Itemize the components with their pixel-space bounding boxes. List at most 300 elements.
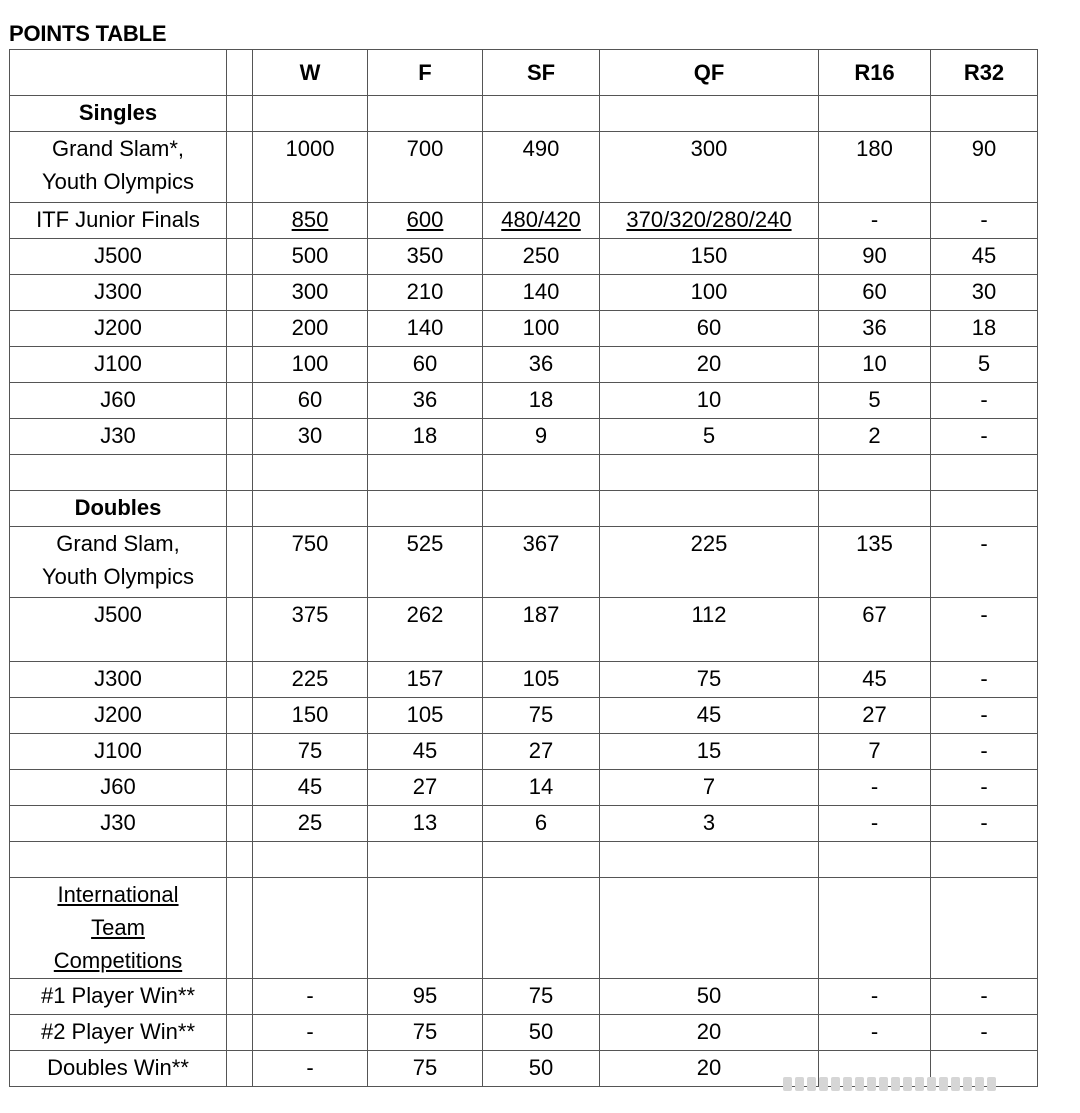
value-cell xyxy=(600,598,819,662)
empty-cell xyxy=(368,491,483,527)
value-cell xyxy=(368,275,483,311)
value-text: 60 xyxy=(412,351,438,376)
empty-cell xyxy=(368,878,483,979)
value-text: 5 xyxy=(702,423,716,448)
value-cell xyxy=(368,770,483,806)
row-label xyxy=(10,239,227,275)
value-text: 25 xyxy=(297,810,323,835)
table-row xyxy=(10,383,1038,419)
value-text: 370/320/280/240 xyxy=(626,207,792,232)
value-text: 36 xyxy=(412,387,438,412)
value-text: 50 xyxy=(528,1055,554,1080)
value-text: 105 xyxy=(406,702,444,727)
empty-cell xyxy=(931,96,1038,132)
empty-cell xyxy=(253,491,368,527)
value-cell xyxy=(368,383,483,419)
row-label-line: J300 xyxy=(94,666,142,691)
value-text: - xyxy=(980,810,988,835)
empty-cell xyxy=(227,96,253,132)
row-label-line: Competitions xyxy=(53,948,183,973)
table-row xyxy=(10,662,1038,698)
value-cell xyxy=(931,275,1038,311)
spacer-cell xyxy=(227,598,253,662)
empty-cell xyxy=(227,842,253,878)
table-row xyxy=(10,203,1038,239)
spacer-cell xyxy=(227,698,253,734)
row-label xyxy=(10,132,227,203)
value-cell xyxy=(819,770,931,806)
value-text: - xyxy=(980,1019,988,1044)
column-header: QF xyxy=(600,50,819,96)
row-label-line: Youth Olympics xyxy=(41,169,195,194)
value-text: 210 xyxy=(406,279,444,304)
value-cell xyxy=(483,662,600,698)
blank-row xyxy=(10,842,1038,878)
empty-cell xyxy=(931,842,1038,878)
column-header: R16 xyxy=(819,50,931,96)
value-text: 60 xyxy=(696,315,722,340)
value-cell xyxy=(253,347,368,383)
value-text: 90 xyxy=(862,243,887,268)
value-text: 525 xyxy=(406,531,444,556)
value-cell xyxy=(253,1015,368,1051)
value-text: 75 xyxy=(528,983,554,1008)
value-cell xyxy=(253,806,368,842)
value-cell xyxy=(600,806,819,842)
column-header: R32 xyxy=(931,50,1038,96)
row-label-line: J200 xyxy=(94,702,142,727)
value-text: - xyxy=(980,387,988,412)
empty-cell xyxy=(483,491,600,527)
column-header: SF xyxy=(483,50,600,96)
value-text: 105 xyxy=(522,666,560,691)
row-label xyxy=(10,419,227,455)
value-text: 187 xyxy=(522,602,560,627)
value-text: 367 xyxy=(522,531,560,556)
row-label xyxy=(10,979,227,1015)
value-cell xyxy=(253,239,368,275)
value-text: 250 xyxy=(522,243,560,268)
empty-cell xyxy=(10,455,227,491)
value-text: 20 xyxy=(696,351,722,376)
value-text: - xyxy=(306,1019,314,1044)
value-cell xyxy=(931,311,1038,347)
value-text: 27 xyxy=(862,702,887,727)
empty-cell xyxy=(600,842,819,878)
row-label-line: Grand Slam*, xyxy=(51,136,185,161)
row-label-line: #2 Player Win** xyxy=(40,1019,196,1044)
value-cell xyxy=(600,275,819,311)
value-cell xyxy=(253,203,368,239)
value-text: 14 xyxy=(528,774,554,799)
empty-cell xyxy=(253,96,368,132)
value-cell xyxy=(931,1015,1038,1051)
value-cell xyxy=(819,734,931,770)
value-cell xyxy=(253,132,368,203)
table-row xyxy=(10,806,1038,842)
row-label-line: Grand Slam, xyxy=(56,531,180,556)
value-text: 200 xyxy=(291,315,329,340)
empty-cell xyxy=(227,491,253,527)
section-row-doubles xyxy=(10,491,1038,527)
value-cell xyxy=(819,662,931,698)
value-cell xyxy=(600,311,819,347)
watermark xyxy=(783,1073,1073,1095)
value-text: 140 xyxy=(406,315,444,340)
value-cell xyxy=(819,598,931,662)
value-text: - xyxy=(870,207,879,232)
spacer-cell xyxy=(227,770,253,806)
value-cell xyxy=(819,698,931,734)
value-text: - xyxy=(980,983,988,1008)
empty-cell xyxy=(227,878,253,979)
value-text: 300 xyxy=(291,279,329,304)
empty-cell xyxy=(483,96,600,132)
value-cell xyxy=(368,347,483,383)
value-text: 18 xyxy=(528,387,554,412)
value-text: 30 xyxy=(297,423,323,448)
row-label-line: J300 xyxy=(94,279,142,304)
value-cell xyxy=(819,527,931,598)
spacer-cell xyxy=(227,383,253,419)
table-row xyxy=(10,132,1038,203)
value-text: 27 xyxy=(412,774,438,799)
value-cell xyxy=(368,311,483,347)
value-text: 500 xyxy=(291,243,329,268)
value-cell xyxy=(600,698,819,734)
row-label-line: J200 xyxy=(94,315,142,340)
value-cell xyxy=(931,383,1038,419)
value-text: 157 xyxy=(406,666,444,691)
empty-cell xyxy=(600,491,819,527)
row-label xyxy=(10,698,227,734)
spacer-cell xyxy=(227,419,253,455)
table-row xyxy=(10,527,1038,598)
value-cell xyxy=(600,347,819,383)
table-row xyxy=(10,979,1038,1015)
table-row xyxy=(10,734,1038,770)
value-text: - xyxy=(980,702,988,727)
value-cell xyxy=(931,203,1038,239)
value-text: 100 xyxy=(291,351,329,376)
row-label xyxy=(10,347,227,383)
row-label-line: International xyxy=(57,882,179,907)
value-text: 20 xyxy=(696,1055,722,1080)
value-text: 95 xyxy=(412,983,438,1008)
section-row-team xyxy=(10,878,1038,979)
value-cell xyxy=(600,203,819,239)
value-cell xyxy=(931,239,1038,275)
row-label xyxy=(10,203,227,239)
value-text: 50 xyxy=(696,983,722,1008)
section-row-singles xyxy=(10,96,1038,132)
row-label-line: J30 xyxy=(100,423,136,448)
value-text: 5 xyxy=(977,351,991,376)
empty-cell xyxy=(819,491,931,527)
table-row xyxy=(10,311,1038,347)
value-text: 150 xyxy=(690,243,728,268)
empty-cell xyxy=(600,455,819,491)
value-cell xyxy=(819,979,931,1015)
value-cell xyxy=(931,770,1038,806)
value-cell xyxy=(253,311,368,347)
table-header-row xyxy=(10,50,1038,96)
value-cell xyxy=(253,734,368,770)
empty-cell xyxy=(819,96,931,132)
value-text: - xyxy=(980,774,988,799)
empty-cell xyxy=(483,878,600,979)
value-cell xyxy=(483,527,600,598)
section-heading: Doubles xyxy=(10,491,227,527)
value-text: 300 xyxy=(690,136,728,161)
value-cell xyxy=(253,1051,368,1087)
table-row xyxy=(10,239,1038,275)
value-cell xyxy=(483,770,600,806)
empty-cell xyxy=(931,455,1038,491)
value-cell xyxy=(253,698,368,734)
value-text: 67 xyxy=(862,602,887,627)
value-cell xyxy=(253,527,368,598)
empty-cell xyxy=(368,842,483,878)
value-cell xyxy=(253,662,368,698)
empty-cell xyxy=(227,455,253,491)
value-text: - xyxy=(980,666,988,691)
row-label-line: J500 xyxy=(94,243,142,268)
value-text: 36 xyxy=(862,315,887,340)
value-cell xyxy=(253,598,368,662)
spacer-cell xyxy=(227,347,253,383)
value-text: 2 xyxy=(868,423,881,448)
value-text: - xyxy=(980,531,988,556)
table-row xyxy=(10,1015,1038,1051)
value-text: 75 xyxy=(297,738,323,763)
value-cell xyxy=(253,419,368,455)
value-cell xyxy=(819,132,931,203)
value-cell xyxy=(368,239,483,275)
value-text: 45 xyxy=(971,243,997,268)
spacer-cell xyxy=(227,527,253,598)
row-label-line: #1 Player Win** xyxy=(40,983,196,1008)
value-cell xyxy=(931,598,1038,662)
row-label-line: ITF Junior Finals xyxy=(36,207,200,232)
row-label-line: Youth Olympics xyxy=(41,564,195,589)
value-cell xyxy=(483,698,600,734)
value-cell xyxy=(819,1015,931,1051)
value-text: 50 xyxy=(528,1019,554,1044)
value-text: - xyxy=(306,1055,314,1080)
value-cell xyxy=(368,979,483,1015)
value-text: 27 xyxy=(528,738,554,763)
value-text: 15 xyxy=(696,738,722,763)
column-header: F xyxy=(368,50,483,96)
row-label-line: J30 xyxy=(100,810,136,835)
value-cell xyxy=(253,383,368,419)
value-text: 350 xyxy=(406,243,444,268)
value-text: 20 xyxy=(696,1019,722,1044)
empty-cell xyxy=(819,455,931,491)
value-cell xyxy=(483,203,600,239)
value-cell xyxy=(368,132,483,203)
row-label xyxy=(10,662,227,698)
value-cell xyxy=(819,383,931,419)
blank-row xyxy=(10,455,1038,491)
spacer-cell xyxy=(227,132,253,203)
value-text: 75 xyxy=(412,1019,438,1044)
value-cell xyxy=(600,132,819,203)
value-cell xyxy=(368,598,483,662)
value-cell xyxy=(819,239,931,275)
table-row xyxy=(10,598,1038,662)
row-label-line: J500 xyxy=(94,602,142,627)
value-cell xyxy=(368,527,483,598)
spacer-cell xyxy=(227,239,253,275)
value-text: 100 xyxy=(522,315,560,340)
value-cell xyxy=(819,311,931,347)
empty-cell xyxy=(227,50,253,96)
value-text: 180 xyxy=(856,136,893,161)
row-label xyxy=(10,878,227,979)
value-text: 375 xyxy=(291,602,329,627)
value-text: 90 xyxy=(971,136,997,161)
value-cell xyxy=(368,1051,483,1087)
value-text: 5 xyxy=(868,387,881,412)
empty-cell xyxy=(253,842,368,878)
row-label-line: J100 xyxy=(94,351,142,376)
spacer-cell xyxy=(227,311,253,347)
value-cell xyxy=(253,275,368,311)
value-cell xyxy=(931,662,1038,698)
value-cell xyxy=(931,698,1038,734)
value-text: - xyxy=(980,738,988,763)
value-text: 18 xyxy=(412,423,438,448)
value-cell xyxy=(368,203,483,239)
column-header: W xyxy=(253,50,368,96)
value-text: 150 xyxy=(291,702,329,727)
value-cell xyxy=(253,770,368,806)
value-cell xyxy=(819,275,931,311)
value-cell xyxy=(483,806,600,842)
row-label-line: J100 xyxy=(94,738,142,763)
spacer-cell xyxy=(227,1015,253,1051)
value-cell xyxy=(483,598,600,662)
value-cell xyxy=(368,1015,483,1051)
value-text: - xyxy=(980,602,988,627)
empty-cell xyxy=(483,455,600,491)
value-cell xyxy=(819,419,931,455)
table-row xyxy=(10,419,1038,455)
empty-cell xyxy=(819,878,931,979)
row-label xyxy=(10,806,227,842)
row-label xyxy=(10,770,227,806)
points-table xyxy=(9,49,1038,1087)
spacer-cell xyxy=(227,979,253,1015)
value-cell xyxy=(819,347,931,383)
empty-cell xyxy=(600,96,819,132)
empty-cell xyxy=(600,878,819,979)
value-text: - xyxy=(870,1019,879,1044)
value-cell xyxy=(600,383,819,419)
empty-cell xyxy=(819,842,931,878)
spacer-cell xyxy=(227,806,253,842)
value-cell xyxy=(368,698,483,734)
value-cell xyxy=(368,662,483,698)
value-cell xyxy=(483,1015,600,1051)
value-text: 225 xyxy=(690,531,728,556)
empty-cell xyxy=(368,96,483,132)
value-text: 3 xyxy=(702,810,716,835)
empty-cell xyxy=(931,491,1038,527)
value-text: 140 xyxy=(522,279,560,304)
value-text: 1000 xyxy=(285,136,335,161)
value-cell xyxy=(483,239,600,275)
row-label xyxy=(10,598,227,662)
row-label-line: Team xyxy=(91,915,145,940)
value-cell xyxy=(368,419,483,455)
value-text: 45 xyxy=(297,774,323,799)
spacer-cell xyxy=(227,203,253,239)
spacer-cell xyxy=(227,275,253,311)
value-cell xyxy=(368,806,483,842)
value-text: 75 xyxy=(696,666,722,691)
row-label xyxy=(10,527,227,598)
spacer-cell xyxy=(227,1051,253,1087)
empty-cell xyxy=(368,455,483,491)
value-text: 10 xyxy=(696,387,722,412)
value-cell xyxy=(819,806,931,842)
value-cell xyxy=(600,770,819,806)
value-cell xyxy=(931,734,1038,770)
value-text: - xyxy=(980,423,988,448)
value-text: - xyxy=(980,207,988,232)
empty-cell xyxy=(10,50,227,96)
row-label-line: J60 xyxy=(100,387,136,412)
value-cell xyxy=(600,979,819,1015)
value-cell xyxy=(600,1015,819,1051)
value-text: - xyxy=(870,774,879,799)
value-cell xyxy=(931,347,1038,383)
row-label xyxy=(10,275,227,311)
value-cell xyxy=(483,734,600,770)
value-text: 60 xyxy=(297,387,323,412)
value-text: 30 xyxy=(971,279,997,304)
value-text: 480/420 xyxy=(501,207,581,232)
table-row xyxy=(10,275,1038,311)
value-cell xyxy=(931,527,1038,598)
value-text: 490 xyxy=(522,136,560,161)
row-label-line: J60 xyxy=(100,774,136,799)
value-text: 700 xyxy=(406,136,444,161)
value-cell xyxy=(483,383,600,419)
value-cell xyxy=(931,806,1038,842)
empty-cell xyxy=(253,878,368,979)
row-label xyxy=(10,1015,227,1051)
value-cell xyxy=(600,419,819,455)
value-cell xyxy=(931,419,1038,455)
empty-cell xyxy=(483,842,600,878)
value-text: 75 xyxy=(412,1055,438,1080)
value-text: 100 xyxy=(690,279,728,304)
empty-cell xyxy=(931,878,1038,979)
value-cell xyxy=(483,1051,600,1087)
value-cell xyxy=(931,979,1038,1015)
value-text: 112 xyxy=(691,602,727,627)
value-cell xyxy=(368,734,483,770)
page-title: POINTS TABLE xyxy=(9,21,167,46)
value-text: 45 xyxy=(862,666,887,691)
empty-cell xyxy=(253,455,368,491)
value-text: 600 xyxy=(406,207,444,232)
row-label xyxy=(10,1051,227,1087)
